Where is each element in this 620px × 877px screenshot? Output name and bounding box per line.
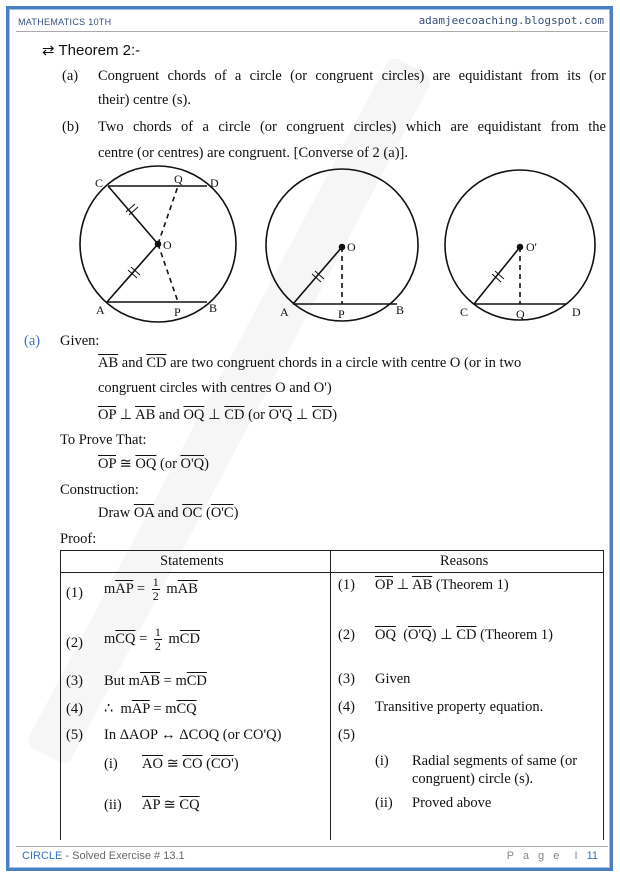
row5-num: (5) bbox=[66, 727, 83, 743]
figure-2 bbox=[266, 169, 418, 321]
header-site: adamjeecoaching.blogspot.com bbox=[418, 14, 604, 27]
footer-page: P a g e I 11 bbox=[506, 850, 598, 862]
row5i-num: (i) bbox=[104, 756, 118, 772]
given-heading: Given: bbox=[60, 333, 100, 349]
to-prove-line: $\overline{OP}$ ≅ $\overline{OQ}$ (or O'Q) bbox=[98, 456, 209, 472]
row5i-reason-line1: Radial segments of same (or bbox=[412, 753, 578, 769]
row5ii-num: (ii) bbox=[104, 797, 122, 813]
label-b: (b) bbox=[62, 119, 79, 135]
fig2-label-b: B bbox=[396, 303, 405, 317]
row1-reason-num: (1) bbox=[338, 577, 355, 593]
theorem-a-line2: their) centre (s). bbox=[98, 92, 191, 108]
fig1-label-b: B bbox=[209, 301, 218, 315]
fig3-label-d: D bbox=[572, 305, 581, 319]
table-header-divider bbox=[60, 572, 604, 573]
construction-heading: Construction: bbox=[60, 482, 139, 498]
row5ii-statement: $\overline{AP}$ ≅ $\overline{CQ}$ bbox=[142, 797, 200, 813]
fig2-label-p: P bbox=[338, 307, 345, 321]
row5ii-reason: Proved above bbox=[412, 795, 492, 811]
row5-statement: In ΔAOP ↔ ΔCOQ (or CO'Q) bbox=[104, 727, 282, 743]
theorem-a-line1: Congruent chords of a circle (or congruent circles) are equidistant from its (or bbox=[98, 68, 606, 84]
footer-chapter: CIRCLE - Solved Exercise # 13.1 bbox=[22, 850, 185, 862]
fig2-label-a: A bbox=[280, 305, 289, 319]
row4-statement: ∴ $m\overline{AP} = m\overline{CQ}$ bbox=[104, 701, 197, 717]
to-prove-heading: To Prove That: bbox=[60, 432, 147, 448]
row2-reason-num: (2) bbox=[338, 627, 355, 643]
construction-line: Draw $\overline{OA}$ and $\overline{OC}$ (O'C) bbox=[98, 505, 239, 521]
row2-reason: $\overline{OQ}$ (O'Q) ⊥ $\overline{CD}$ (Theorem 1) bbox=[375, 627, 553, 643]
row2-statement: $m\overline{CQ}$ = $\frac{1}{2}$ $m\overline{CD}$ bbox=[104, 625, 200, 653]
footer-divider bbox=[16, 846, 608, 847]
fig1-label-a: A bbox=[96, 303, 105, 317]
row5i-statement: $\overline{AO}$ ≅ $\overline{CO}$ (CO') bbox=[142, 756, 239, 772]
theorem-title: Theorem 2:- bbox=[58, 42, 141, 59]
part-a-label: (a) bbox=[24, 333, 41, 349]
fig3-label-o: O' bbox=[526, 240, 537, 254]
fig1-label-p: P bbox=[174, 305, 181, 319]
given-line2: congruent circles with centres O and O') bbox=[98, 380, 332, 396]
row1-num: (1) bbox=[66, 585, 83, 601]
label-a: (a) bbox=[62, 68, 79, 84]
row1-statement: $m\overline{AP}$ = $\frac{1}{2}$ $m\overline{AB}$ bbox=[104, 575, 198, 603]
row5-reason-num: (5) bbox=[338, 727, 355, 743]
row3-num: (3) bbox=[66, 673, 83, 689]
fig2-label-o: O bbox=[347, 240, 356, 254]
row1-reason: $\overline{OP}$ ⊥ $\overline{AB}$ (Theorem 1) bbox=[375, 577, 509, 593]
header-reasons: Reasons bbox=[440, 553, 489, 569]
row3-statement: But $m\overline{AB} = m\overline{CD}$ bbox=[104, 673, 207, 689]
row5ii-reason-num: (ii) bbox=[375, 795, 393, 811]
row3-reason: Given bbox=[375, 671, 411, 687]
row4-reason: Transitive property equation. bbox=[375, 699, 544, 715]
row2-num: (2) bbox=[66, 635, 83, 651]
fig1-label-o: O bbox=[163, 238, 172, 252]
theorem-b-line1: Two chords of a circle (or congruent circles) which are equidistant from the bbox=[98, 119, 606, 135]
fig1-label-q: Q bbox=[174, 172, 183, 186]
theorem-b-line2: centre (or centres) are congruent. [Converse of 2 (a)]. bbox=[98, 145, 408, 161]
figure-3 bbox=[445, 170, 595, 320]
given-line1: $\overline{AB}$ and $\overline{CD}$ are two congruent chords in a circle with centre O (or in two bbox=[98, 355, 522, 371]
header-statements: Statements bbox=[160, 553, 224, 569]
fig1-label-c: C bbox=[95, 176, 104, 190]
row5i-reason-num: (i) bbox=[375, 753, 389, 769]
header-subject: MATHEMATICS 10TH bbox=[18, 17, 112, 27]
table-column-divider bbox=[330, 550, 331, 840]
proof-heading: Proof: bbox=[60, 531, 97, 547]
row5i-reason-line2: congruent) circle (s). bbox=[412, 771, 534, 787]
row4-num: (4) bbox=[66, 701, 83, 717]
fig3-label-c: C bbox=[460, 305, 469, 319]
fig3-label-q: Q bbox=[516, 307, 525, 321]
given-line3: $\overline{OP}$ ⊥ $\overline{AB}$ and $\overline{OQ}$ ⊥ $\overline{CD}$ (or O'Q ⊥ $\overline{CD}$) bbox=[98, 407, 338, 423]
row4-reason-num: (4) bbox=[338, 699, 355, 715]
row3-reason-num: (3) bbox=[338, 671, 355, 687]
fig1-label-d: D bbox=[210, 176, 219, 190]
swap-arrows-icon: ⇄ bbox=[42, 42, 55, 59]
